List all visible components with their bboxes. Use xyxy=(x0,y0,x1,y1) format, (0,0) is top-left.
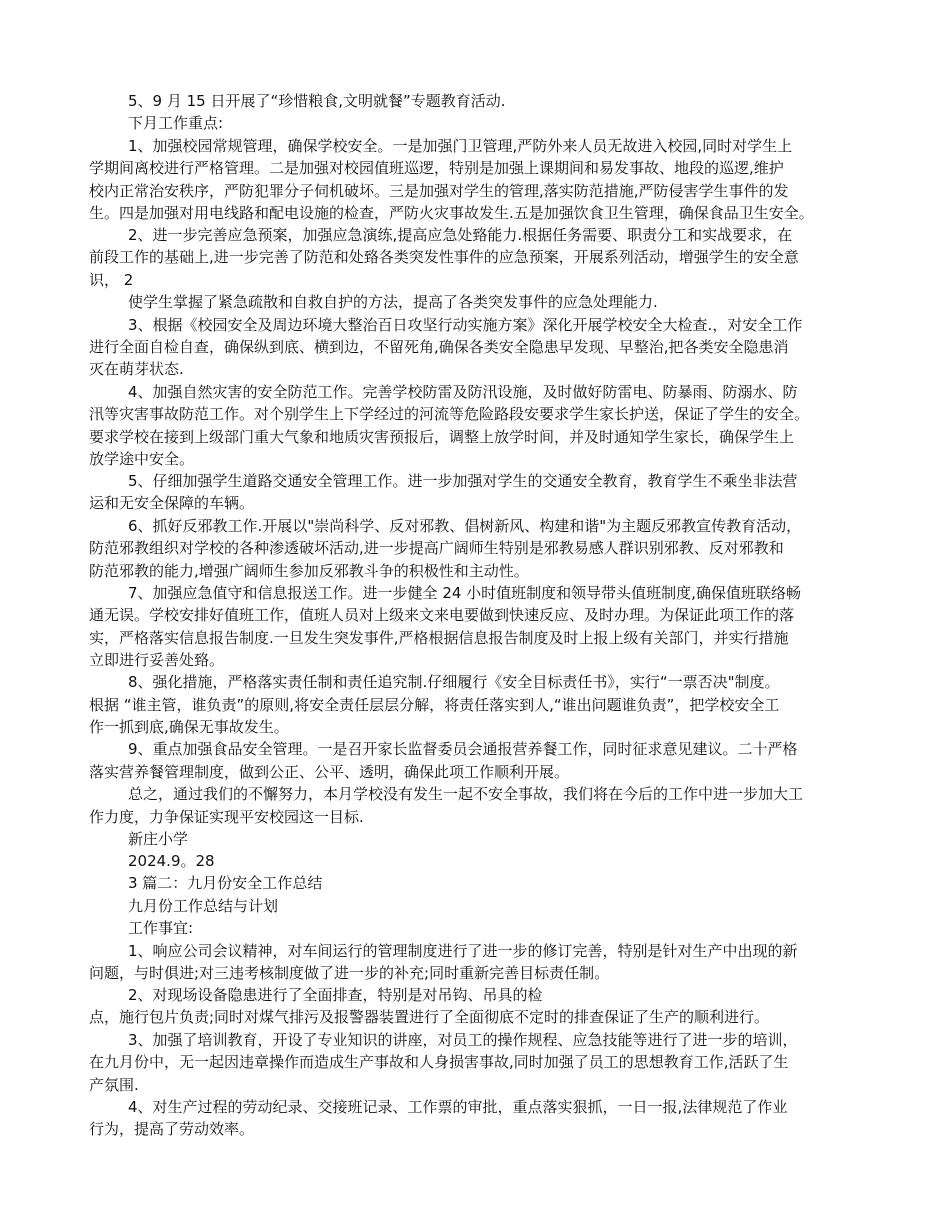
text-line: 行为，提高了劳动效率。 xyxy=(89,1120,255,1138)
text-line: 运和无安全保障的车辆。 xyxy=(89,494,255,512)
text-line: 7、加强应急值守和信息报送工作。进一步健全 24 小时值班制度和领导带头值班制度,确保值班联络畅 xyxy=(128,584,801,602)
text-line: 2、对现场设备隐患进行了全面排查，特别是对吊钩、吊具的检 xyxy=(128,986,543,1004)
text-line: 灭在萌芽状态. xyxy=(89,360,184,378)
text-line: 3、加强了培训教育，开设了专业知识的讲座，对员工的操作规程、应急技能等进行了进一步的培训， xyxy=(128,1031,798,1049)
text-line: 1、加强校园常规管理，确保学校安全。一是加强门卫管理,严防外来人员无故进入校园,同时对学生上 xyxy=(128,137,793,155)
text-line: 前段工作的基础上,进一步完善了防范和处臵各类突发性事件的应急预案，开展系列活动，增强学生的安全意 xyxy=(89,248,799,266)
text-line: 要求学校在接到上级部门重大气象和地质灾害预报后，调整上放学时间，并及时通知学生家长，确保学生上 xyxy=(89,428,795,446)
signature-date: 2024.9。28 xyxy=(128,852,215,870)
text-line: 1、响应公司会议精神，对车间运行的管理制度进行了进一步的修订完善，特别是针对生产中出现的新 xyxy=(128,942,798,960)
text-line: 产氛围. xyxy=(89,1076,139,1094)
signature-school: 新庄小学 xyxy=(128,830,189,848)
text-line: 防范邪教组织对学校的各种渗透破坏活动,进一步提高广阔师生特别是邪教易感人群识别邪教、反对邪教和 xyxy=(89,539,784,557)
text-line: 2、进一步完善应急预案，加强应急演练,提高应急处臵能力.根据任务需要、职责分工和实战要求，在 xyxy=(128,226,793,244)
text-line: 4、加强自然灾害的安全防范工作。完善学校防雷及防汛设施，及时做好防雷电、防暴雨、防溺水、防 xyxy=(128,383,798,401)
section-subtitle: 九月份工作总结与计划 xyxy=(128,897,279,915)
text-line: 在九月份中，无一起因违章操作而造成生产事故和人身损害事故,同时加强了员工的思想教育工作,活跃了生 xyxy=(89,1053,789,1071)
text-line: 作一抓到底,确保无事故发生。 xyxy=(89,718,289,736)
text-line: 问题，与时俱进;对三违考核制度做了进一步的补充;同时重新完善目标责任制。 xyxy=(89,964,610,982)
text-line: 校内正常治安秩序，严防犯罪分子伺机破坏。三是加强对学生的管理,落实防范措施,严防侵害学生事件的发 xyxy=(89,182,789,200)
text-line: 防范邪教的能力,增强广阔师生参加反邪教斗争的积极性和主动性。 xyxy=(89,562,529,580)
text-line: 实，严格落实信息报告制度.一旦发生突发事件,严格根据信息报告制度及时上报上级有关部门，并实行措施 xyxy=(89,629,789,647)
text-line: 生。四是加强对用电线路和配电设施的检查，严防火灾事故发生.五是加强饮食卫生管理，确保食品卫生安全。 xyxy=(89,204,814,222)
text-line: 下月工作重点: xyxy=(128,114,224,132)
text-line: 5、仔细加强学生道路交通安全管理工作。进一步加强对学生的交通安全教育，教育学生不乘坐非法营 xyxy=(128,472,798,490)
text-line: 总之，通过我们的不懈努力，本月学校没有发生一起不安全事故，我们将在今后的工作中进一步加大工 xyxy=(128,785,804,803)
text-line: 根据 “谁主管，谁负责”的原则,将安全责任层层分解，将责任落实到人,“谁出问题谁负责”，把学校安全工 xyxy=(89,696,780,714)
text-line: 通无误。学校安排好值班工作，值班人员对上级来文来电要做到快速反应、及时办理。为保证此项工作的落 xyxy=(89,606,795,624)
text-line: 识， 2 xyxy=(89,271,134,289)
text-line: 汛等灾害事故防范工作。对个别学生上下学经过的河流等危险路段安要求学生家长护送，保证了学生的安全。 xyxy=(89,405,810,423)
text-line: 立即进行妥善处臵。 xyxy=(89,651,225,669)
text-line: 进行全面自检自查，确保纵到底、横到边，不留死角,确保各类安全隐患早发现、早整治,把各类安全隐患消 xyxy=(89,338,789,356)
section-heading: 3 篇二：九月份安全工作总结 xyxy=(128,874,323,892)
text-line: 放学途中安全。 xyxy=(89,450,195,468)
text-line: 3、根据《校园安全及周边环境大整治百日攻坚行动实施方案》深化开展学校安全大检查.，对安全工作 xyxy=(128,316,803,334)
text-line: 9、重点加强食品安全管理。一是召开家长监督委员会通报营养餐工作，同时征求意见建议。二十严格 xyxy=(128,740,798,758)
text-line: 工作事宜: xyxy=(128,919,194,937)
text-line: 落实营养餐管理制度，做到公正、公平、透明，确保此项工作顺利开展。 xyxy=(89,763,570,781)
text-line: 学期间离校进行严格管理。二是加强对校园值班巡逻，特别是加强上课期间和易发事故、地段的巡逻,维护 xyxy=(89,159,784,177)
text-line: 4、对生产过程的劳动纪录、交接班记录、工作票的审批，重点落实狠抓，一日一报,法律规范了作业 xyxy=(128,1098,788,1116)
text-line: 点，施行包片负责;同时对煤气排污及报警器装置进行了全面彻底不定时的排查保证了生产的顺利进行。 xyxy=(89,1008,770,1026)
text-line: 作力度，力争保证实现平安校园这一目标. xyxy=(89,808,364,826)
text-line: 5、9 月 15 日开展了“珍惜粮食,文明就餐”专题教育活动. xyxy=(128,92,506,110)
text-line: 6、抓好反邪教工作.开展以"崇尚科学、反对邪教、倡树新风、构建和谐"为主题反邪教宣传教育活动， xyxy=(128,517,802,535)
text-line: 8、强化措施，严格落实责任制和责任追究制.仔细履行《安全目标责任书》，实行“一票否决"制度。 xyxy=(128,673,780,691)
text-line: 使学生掌握了紧急疏散和自救自护的方法，提高了各类突发事件的应急处理能力. xyxy=(128,293,658,311)
